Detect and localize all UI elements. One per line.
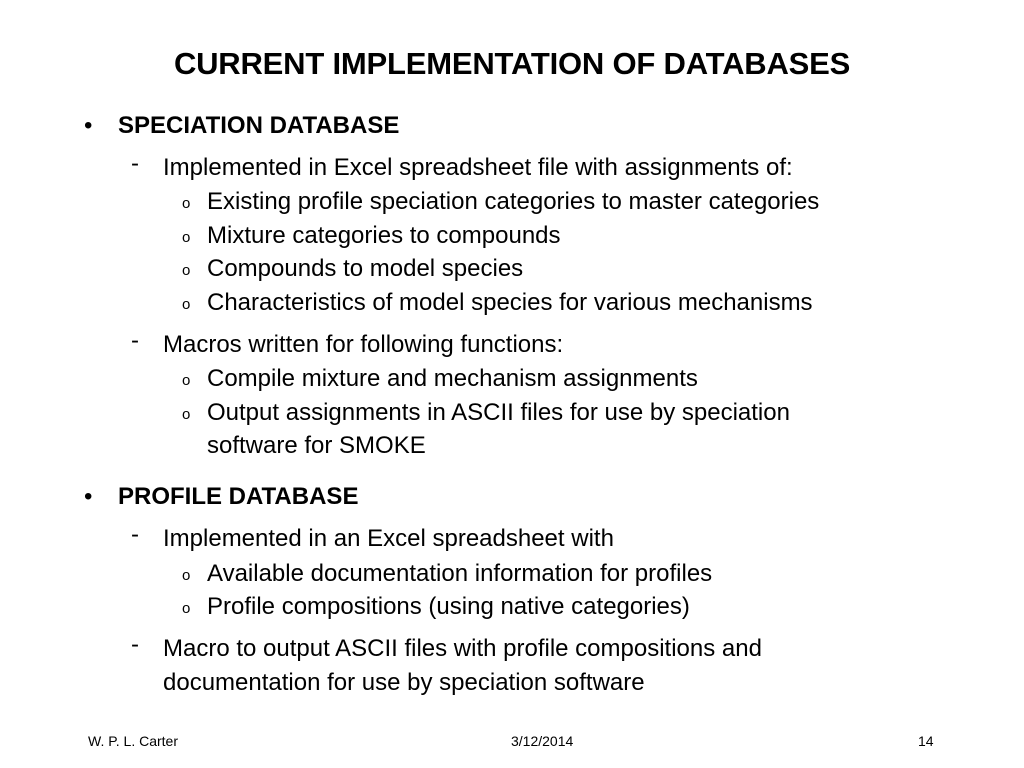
o-marker: o [182,229,191,246]
list-item-text: Macros written for following functions: [163,331,564,358]
sub-list-item [182,219,561,253]
list-item [131,631,762,666]
footer-page-number: 14 [918,733,934,749]
o-marker: o [182,195,191,212]
sub-list-item [182,557,713,591]
bullet-marker: • [84,483,93,510]
list-item [131,521,614,556]
sub-list-item [182,362,698,396]
sub-list-item-text: Profile compositions (using native categories) [207,593,690,620]
section-heading-text: PROFILE DATABASE [118,483,359,510]
dash-marker: - [131,327,139,354]
sub-list-item [182,185,820,219]
o-marker: o [182,567,191,584]
slide-title: CURRENT IMPLEMENTATION OF DATABASES [173,46,851,81]
list-item-text: Implemented in an Excel spreadsheet with [163,525,614,552]
sub-list-item-text: Output assignments in ASCII files for use by speciation [207,399,790,426]
dash-marker: - [131,631,139,658]
sub-list-item-text: Compile mixture and mechanism assignments [207,365,698,392]
list-item-text: Implemented in Excel spreadsheet file with assignments of: [163,154,793,181]
list-item-continuation: documentation for use by speciation software [163,669,645,696]
sub-list-item-text: Existing profile speciation categories to master categories [207,188,820,215]
o-marker: o [182,372,191,389]
o-marker: o [182,262,191,279]
list-item [131,150,793,185]
sub-list-item-text: Characteristics of model species for various mechanisms [207,289,813,316]
bullet-marker: • [84,112,93,139]
sub-list-item-text: Compounds to model species [207,255,524,282]
sub-list-item [182,590,690,624]
sub-list-item-continuation: software for SMOKE [207,432,426,459]
footer-date: 3/12/2014 [511,733,574,749]
dash-marker: - [131,150,139,177]
list-item-text: Macro to output ASCII files with profile compositions and [163,635,762,662]
o-marker: o [182,406,191,423]
o-marker: o [182,600,191,617]
dash-marker: - [131,521,139,548]
sub-list-item [182,396,790,430]
section-heading-speciation [84,111,400,141]
list-item [131,327,564,362]
sub-list-item [182,252,524,286]
sub-list-item-text: Available documentation information for profiles [207,560,713,587]
sub-list-item-text: Mixture categories to compounds [207,222,561,249]
footer-author: W. P. L. Carter [88,733,178,749]
o-marker: o [182,296,191,313]
section-heading-profile [84,482,359,512]
sub-list-item [182,286,813,320]
section-heading-text: SPECIATION DATABASE [118,112,400,139]
